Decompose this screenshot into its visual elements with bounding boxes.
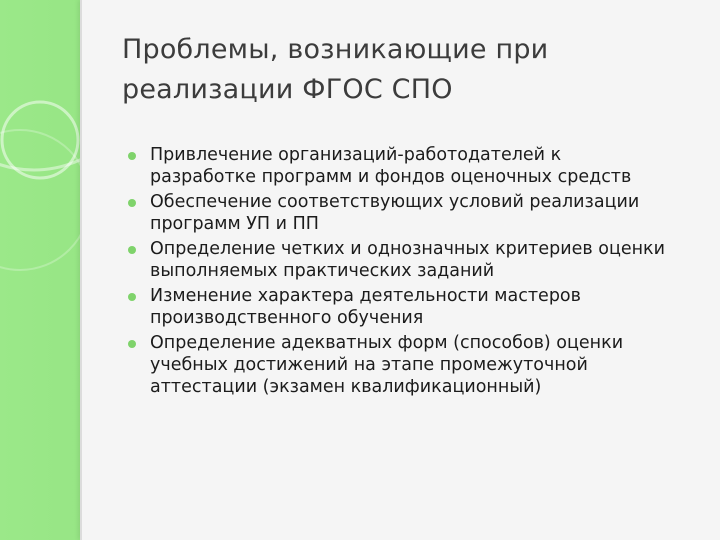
list-item <box>128 332 668 398</box>
bullet-dot-icon <box>128 246 136 254</box>
list-item-text: Определение четких и однозначных критериев оценки выполняемых практических заданий <box>150 239 666 281</box>
list-item <box>128 191 668 235</box>
bullet-list <box>128 144 668 401</box>
bullet-dot-icon <box>128 293 136 301</box>
list-item-text: Изменение характера деятельности мастеров производственного обучения <box>150 286 581 328</box>
list-item <box>128 285 668 329</box>
panel-edge <box>80 0 82 540</box>
list-item <box>128 238 668 282</box>
bullet-dot-icon <box>128 199 136 207</box>
list-item-text: Обеспечение соответствующих условий реализации программ УП и ПП <box>150 192 640 234</box>
list-item <box>128 144 668 188</box>
list-item-text: Определение адекватных форм (способов) оценки учебных достижений на этапе промежуточной аттестации (экзамен квалификационный) <box>150 333 624 397</box>
slide-title: Проблемы, возникающие при реализации ФГОС СПО <box>122 34 549 105</box>
bullet-dot-icon <box>128 340 136 348</box>
list-item-text: Привлечение организаций-работодателей к разработке программ и фондов оценочных средств <box>150 145 632 187</box>
bullet-dot-icon <box>128 152 136 160</box>
